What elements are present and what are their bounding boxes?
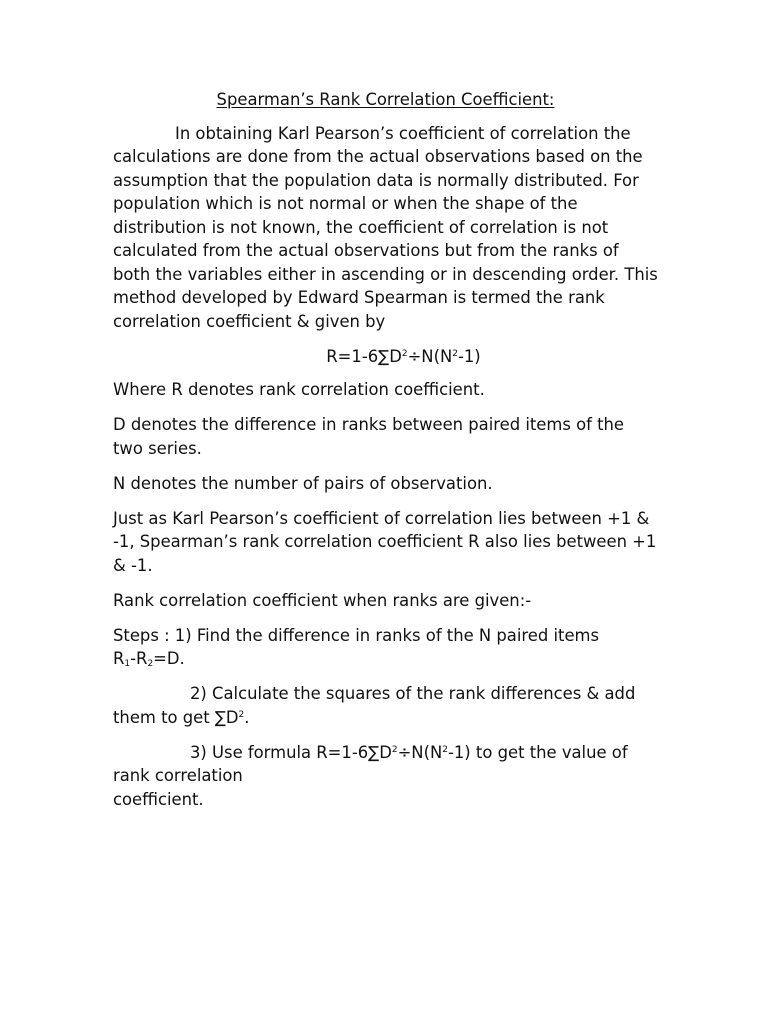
formula-suffix: -1)	[457, 346, 481, 366]
step-3-lead: 3) Use formula R=1-6∑D	[190, 742, 392, 762]
step-1-lead: Steps : 1) Find the difference in ranks of the N paired items	[113, 625, 600, 645]
where-r-definition: Where R denotes rank correlation coefficient.	[113, 380, 485, 399]
d-definition: D denotes the difference in ranks between paired items of the two series.	[113, 415, 625, 458]
document-title: Spearman’s Rank Correlation Coefficient:	[216, 90, 555, 109]
spearman-formula	[113, 345, 658, 369]
step-3-tail: -1) to get the value of rank correlation	[113, 742, 628, 785]
step-2-exponent: 2	[238, 709, 245, 720]
step-3-exponent-1: 2	[391, 744, 398, 755]
step-2	[113, 682, 658, 729]
ranks-given-heading: Rank correlation coefficient when ranks are given:-	[113, 590, 532, 610]
formula-exponent-2: 2	[452, 348, 458, 359]
step-1-sub-1: 1	[124, 659, 131, 669]
step-1-r: R	[113, 649, 125, 668]
step-1-dash: -R	[130, 649, 148, 668]
step-3-middle: ÷N(N	[397, 742, 443, 762]
step-2-text: 2) Calculate the squares of the rank differences & add them to get ∑D	[113, 684, 636, 727]
step-3	[113, 741, 658, 788]
intro-paragraph: In obtaining Karl Pearson’s coefficient of correlation the calculations are done from the actual observations based on the assumption that the population data is normally distributed. For population which is not normal or when the shape of the distribution is not known, the coefficient of correlation is not calculated from the actual observations but from the ranks of both the variables either in ascending or in descending order. This method developed by Edward Spearman is termed the rank correlation coefficient & given by	[113, 123, 658, 331]
step-1-sub-2: 2	[147, 659, 154, 669]
range-note: Just as Karl Pearson’s coefficient of correlation lies between +1 & -1, Spearman’s rank correlation coefficient R also lies between +1 & -1.	[113, 508, 657, 575]
step-3-last-line: coefficient.	[113, 789, 204, 809]
step-1-tail: =D.	[153, 649, 185, 668]
formula-exponent-1: 2	[401, 348, 408, 359]
step-3-exponent-2: 2	[442, 744, 448, 755]
formula-prefix: R=1-6∑D	[326, 346, 402, 366]
n-definition: N denotes the number of pairs of observation.	[113, 473, 493, 493]
step-1	[113, 624, 658, 671]
document-page	[113, 88, 658, 823]
step-2-end: .	[244, 707, 250, 727]
formula-middle: ÷N(N	[407, 346, 453, 366]
